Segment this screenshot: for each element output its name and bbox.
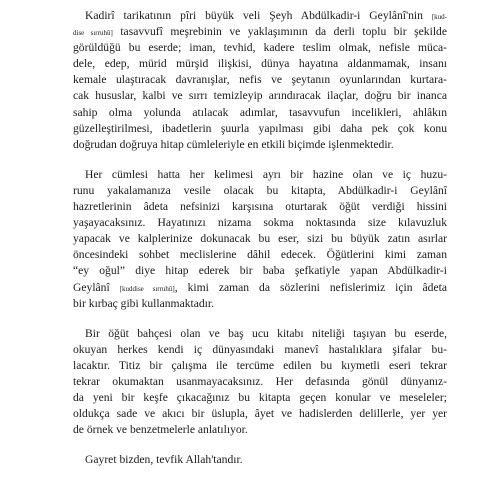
text-segment: tasavvufî meşrebinin ve yaklaşımının da derli toplu bir şekilde [112, 25, 447, 39]
text-segment: yapacak ve kalplerinize dokunacak bu eser, sizi bu büyük zatın asırlar [73, 232, 447, 246]
paragraph [73, 8, 447, 153]
text-segment: dele, edep, mürid mürşid ilişkisi, dünya hayatına aldanmamak, insanı [73, 57, 447, 71]
paragraph [73, 452, 447, 468]
text-segment: doğrudan doğruya hitap cümleleriyle en etkili biçimde işlenmektedir. [73, 137, 394, 151]
text-line [73, 121, 447, 137]
text-line [73, 183, 447, 199]
text-line [73, 105, 447, 121]
text-line [73, 231, 447, 247]
text-line [73, 40, 447, 56]
text-segment: de örnek ve benzetmelerle anlatılıyor. [73, 423, 248, 437]
text-line [73, 72, 447, 88]
honorific-note: [kuddise sırruhû] [119, 284, 175, 293]
text-segment: görüldüğü bu eserde; iman, tevhid, kadere teslim olmak, nefisle müca- [73, 41, 447, 55]
text-segment: yaşayacaksınız. Hayatınızı nizama sokma noktasında size kılavuzluk [73, 216, 447, 230]
text-line [73, 56, 447, 72]
text-segment: okuyan herkes kendi iç dünyasındaki manevî hastalıklara şifalar bu- [73, 342, 447, 356]
text-segment: Geylânî [73, 280, 120, 294]
book-page [73, 8, 447, 482]
text-line [73, 88, 447, 104]
text-segment: tekrar okumaktan usanmayacaksınız. Her defasında gönül dünyanız- [73, 374, 447, 388]
text-line [73, 167, 447, 183]
text-line [73, 215, 447, 231]
honorific-note: dise sırruhû] [73, 29, 113, 38]
text-line [73, 374, 447, 390]
text-line [73, 137, 447, 153]
text-line [73, 342, 447, 358]
text-line [73, 199, 447, 215]
text-segment: Her cümlesi hatta her kelimesi ayrı bir hazine olan ve iç huzu- [85, 167, 447, 181]
text-line [73, 247, 447, 263]
text-segment: güzelleştirilmesi, ibadetlerin şuurla yapılması gibi daha pek çok konu [73, 121, 447, 135]
text-line [73, 422, 447, 438]
text-segment: Gayret bizden, tevfik Allah'tandır. [85, 453, 243, 467]
text-line [73, 452, 447, 468]
text-segment: sahip olma yolunda atılacak adımlar, tasavvufun incelikleri, ahlâkın [73, 105, 447, 119]
text-segment: Kadirî tarikatının pîri büyük veli Şeyh Abdülkadir-i Geylânî'nin [85, 9, 432, 22]
text-segment: , kimi zaman da sözlerini nefislerimiz için âdeta [174, 280, 447, 294]
text-segment: kemale ulaştıracak davranışlar, nefis ve şeytanın oyunlarından kurtara- [73, 73, 447, 87]
text-segment: oldukça sade ve akıcı bir üslupla, âyet ve hadislerden delillerle, yer yer [73, 407, 447, 421]
text-segment: hazretlerinin âdeta nefsinizi karşısına oturtarak öğüt verdiği hissini [73, 200, 447, 214]
text-line [73, 296, 447, 312]
text-line [73, 24, 447, 40]
text-segment: bir kırbaç gibi kullanmaktadır. [73, 296, 215, 310]
text-segment: lacaktır. Titiz bir çalışma ile tercüme edilen bu kıymetli eseri tekrar [73, 358, 447, 372]
text-line [73, 326, 447, 342]
text-segment: “ey oğul” diye hitap ederek bir baba şefkatiyle yapan Abdülkadir-i [73, 264, 447, 278]
text-line [73, 8, 447, 24]
text-segment: Bir öğüt bahçesi olan ve baş ucu kitabı niteliği taşıyan bu eserde, [85, 326, 447, 340]
text-segment: öncesindeki sohbet meclislerine dâhil edecek. Öğütlerini kimi zaman [73, 248, 447, 262]
text-line [73, 390, 447, 406]
text-segment: cak hususlar, kalbi ve sırrı temizleyip arındıracak ilaçlar, doğru bir inanca [73, 89, 447, 103]
paragraph [73, 167, 447, 312]
text-line [73, 263, 447, 279]
text-line [73, 358, 447, 374]
paragraph [73, 326, 447, 439]
text-line [73, 406, 447, 422]
honorific-note: [kud- [431, 13, 447, 21]
text-line [73, 280, 447, 296]
text-segment: da yeni bir keşfe çıkacağınız bu kitapta geçen konular ve meseleler; [73, 391, 447, 405]
text-segment: runu yakalamanıza vesile olacak bu kitapta, Abdülkadir-i Geylânî [73, 183, 447, 197]
